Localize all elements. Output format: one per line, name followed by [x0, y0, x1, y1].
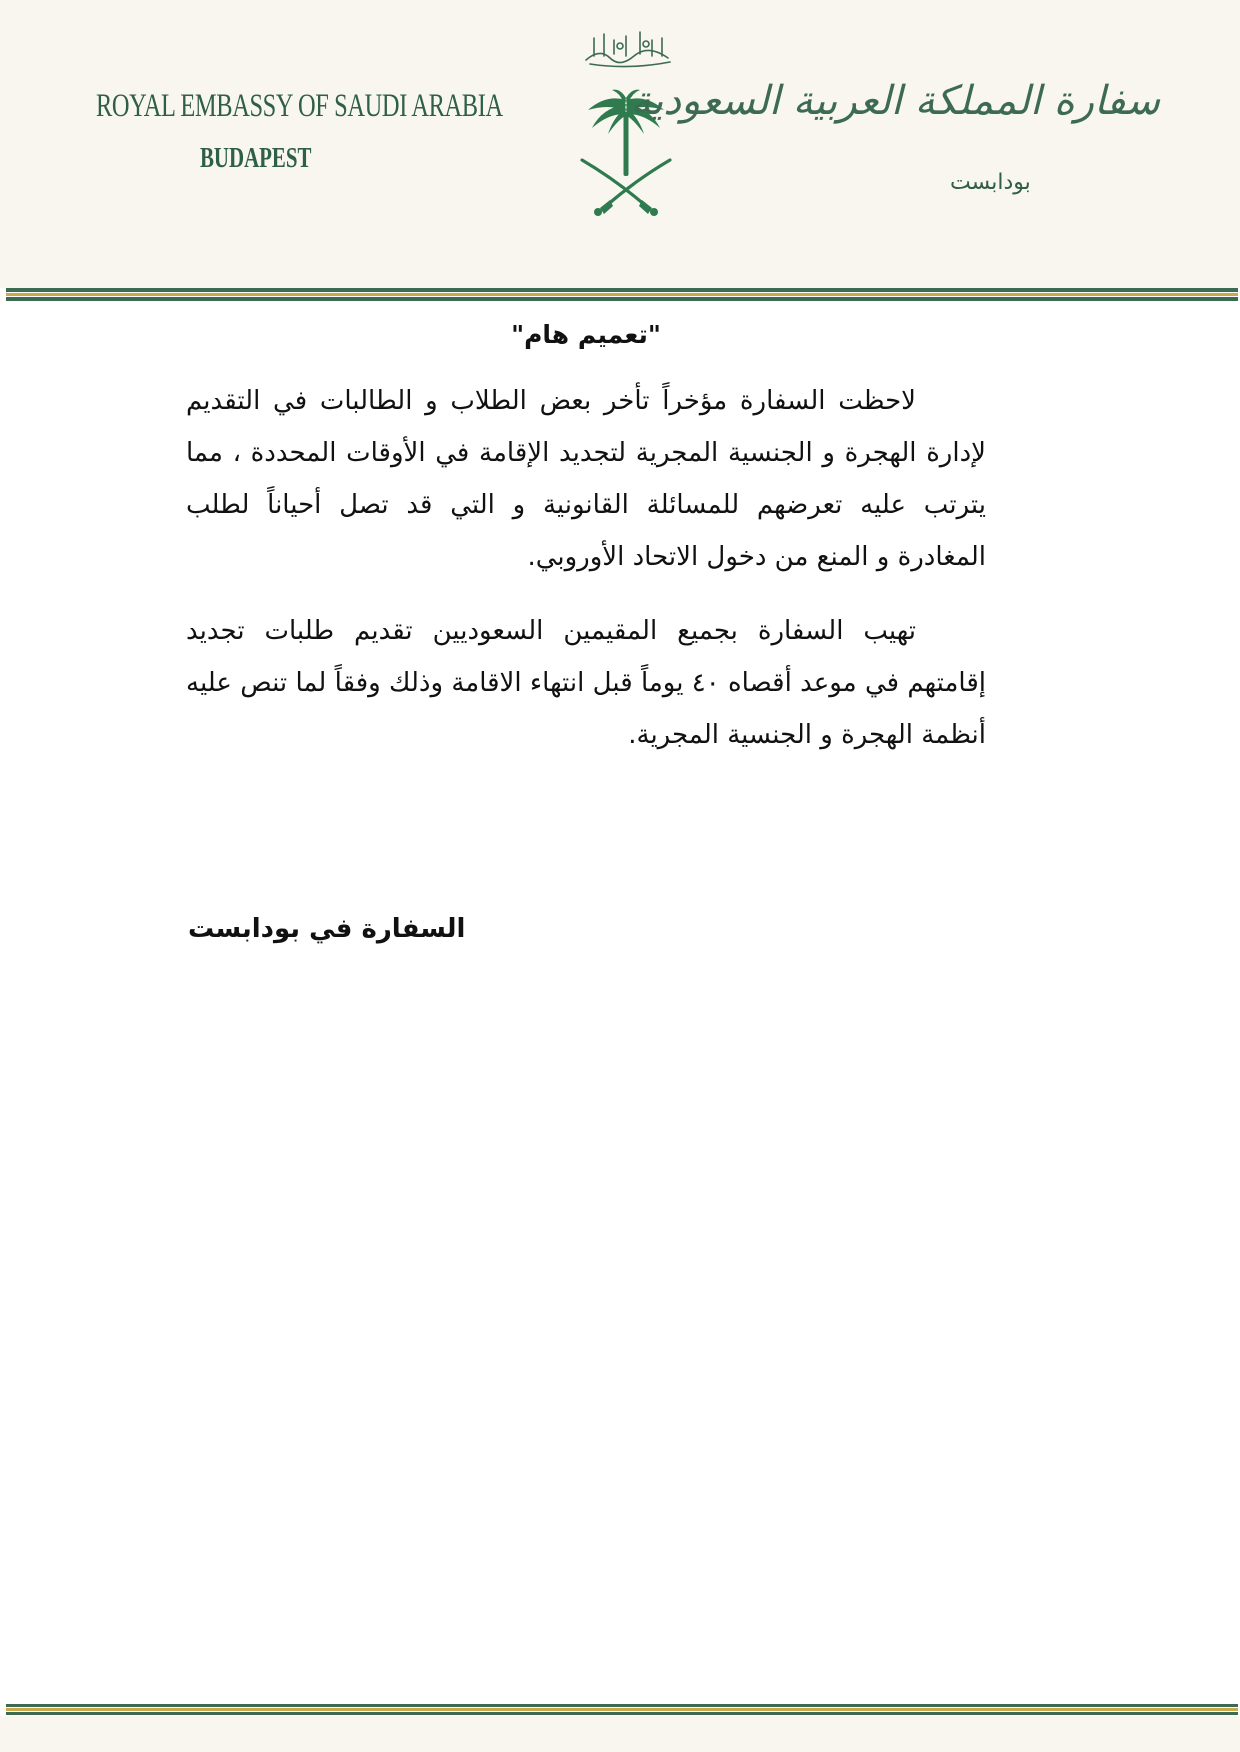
notice-body: [186, 320, 986, 761]
basmala-icon: [580, 26, 676, 70]
letterhead: [0, 0, 1240, 288]
footer-divider: [6, 1704, 1238, 1716]
notice-paragraph: لاحظت السفارة مؤخراً تأخر بعض الطلاب و الطالبات في التقديم لإدارة الهجرة و الجنسية المجرية لتجديد الإقامة في الأوقات المحددة ، مما يترتب عليه تعرضهم للمسائلة القانونية و التي قد تصل أحياناً لطلب المغادرة و المنع من دخول الاتحاد الأوروبي.: [186, 386, 986, 572]
header-divider: [6, 288, 1238, 302]
embassy-name-english: ROYAL EMBASSY OF SAUDI ARABIA: [96, 88, 503, 124]
embassy-city-arabic: بودابست: [950, 170, 1031, 195]
embassy-name-arabic: سفارة المملكة العربية السعودية: [630, 78, 1160, 124]
notice-title: "تعميم هام": [511, 320, 661, 349]
footer-band-fill: [0, 1716, 1240, 1752]
notice-paragraph: تهيب السفارة بجميع المقيمين السعوديين تقديم طلبات تجديد إقامتهم في موعد أقصاه ٤٠ يوماً قبل انتهاء الاقامة وذلك وفقاً لما تنص عليه أنظمة الهجرة و الجنسية المجرية.: [186, 616, 987, 750]
signature: السفارة في بودابست: [188, 914, 466, 944]
embassy-city-english: BUDAPEST: [200, 142, 312, 174]
